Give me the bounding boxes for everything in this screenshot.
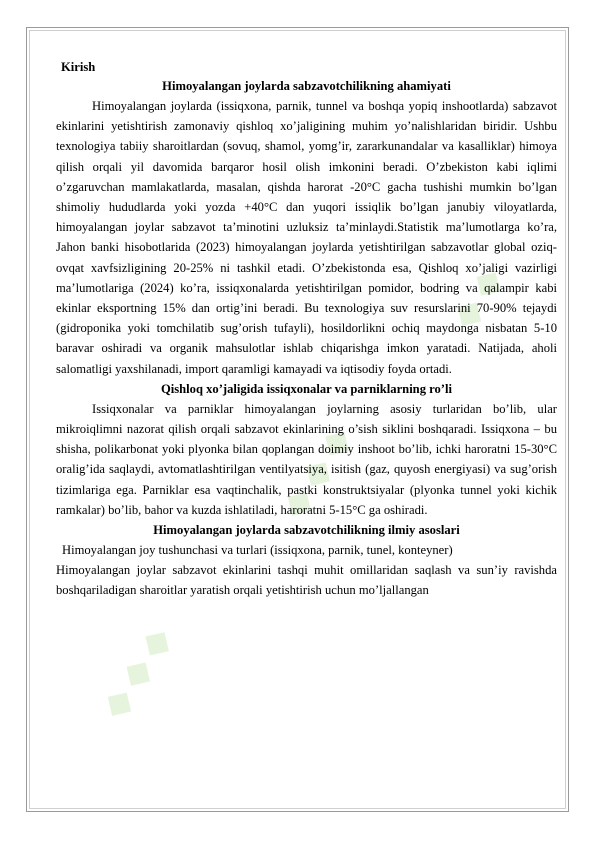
intro-label: Kirish xyxy=(61,60,96,74)
section-subitem: Himoyalangan joy tushunchasi va turlari (issiqxona, parnik, tunel, konteyner) xyxy=(62,543,453,558)
watermark-mark: ◆ ◆ ◆ xyxy=(274,421,359,525)
section-heading: Qishloq xo’jaligida issiqxonalar va parniklarning ro’li xyxy=(160,381,452,396)
section-heading: Himoyalangan joylarda sabzavotchilikning ilmiy asoslari xyxy=(153,523,460,538)
watermark-mark: ◆ ◆ ◆ xyxy=(94,621,179,725)
watermark-mark: ◆ ◆ xyxy=(444,261,510,335)
document-body xyxy=(56,58,557,600)
section-heading: Himoyalangan joylarda sabzavotchilikning ahamiyati xyxy=(162,79,451,93)
section-paragraph: Issiqxonalar va parniklar himoyalangan joylarning asosiy turlaridan bo’lib, ular mikroiqlimni nazorat qilish orqali sabzavot ekinlarining o’sish siklini boshqaradi. Issiqxona – bu shisha, polikarbonat yoki plyonka bilan qoplangan doimiy inshoot bo’lib, ichki haroratni 15-30°C oralig’ida saqlaydi, avtomatlashtirilgan ventilyatsiya, isitish (gaz, quyosh energiyasi) va sug’orish tizimlariga ega. Parniklar esa vaqtinchalik, pastki konstruktsiyalar (plyonka tunnel yoki kichik ramkalar) bo’lib, bahor va kuzda ishlatiladi, haroratni 5-15°C ga oshiradi. xyxy=(56,401,557,517)
section-paragraph: Himoyalangan joylarda (issiqxona, parnik, tunnel va boshqa yopiq inshootlarda) sabzavot ekinlarini yetishtirish zamonaviy qishloq xo’jaligining muhim yo’nalishlaridan biridir. Ushbu texnologiya tabiiy sharoitlardan (sovuq, shamol, yomg’ir, zararkunandalar va kasalliklar) himoya qilish orqali yil davomida barqaror hosil olish imkonini beradi. O’zbekiston kabi iqlimi o’zgaruvchan mamlakatlarda, masalan, qishda harorat -20°C gacha tushishi mumkin bo’lgan shimoliy hududlarda yoki yozda +40°C dan yuqori issiqlik bo’lgan janubiy viloyatlarda, himoyalangan joylar sabzavot ta’minotini uzluksiz ta’minlaydi.Statistik ma’lumotlarga ko’ra, Jahon banki hisobotlarida (2023) himoyalangan joylarda yetishtirilgan sabzavotlar global oziq-ovqat xavfsizligining 20-25% ni tashkil etadi. O’zbekistonda esa, Qishloq xo’jaligi vazirligi ma’lumotlariga (2024) ko’ra, issiqxonalarda yetishtirilgan pomidor, bodring va qalampir kabi ekinlar eksportning 15% dan ortig’ini beradi. Bu texnologiya suv resurslarini 70-90% tejaydi (gidroponika yoki tomchilatib sug’orish tufayli), hosildorlikni ochiq maydonga nisbatan 5-10 baravar oshiradi va organik mahsulotlar ishlab chiqarishga imkon yaratadi. Natijada, aholi salomatligi yaxshilanadi, import qaramligi kamayadi va iqtisodiy foyda ortadi. xyxy=(56,99,557,376)
section-paragraph: Himoyalangan joylar sabzavot ekinlarini tashqi muhit omillaridan saqlash va sun’iy ravishda boshqariladigan sharoitlar yaratish orqali yetishtirish uchun mo’ljallangan xyxy=(56,563,557,598)
